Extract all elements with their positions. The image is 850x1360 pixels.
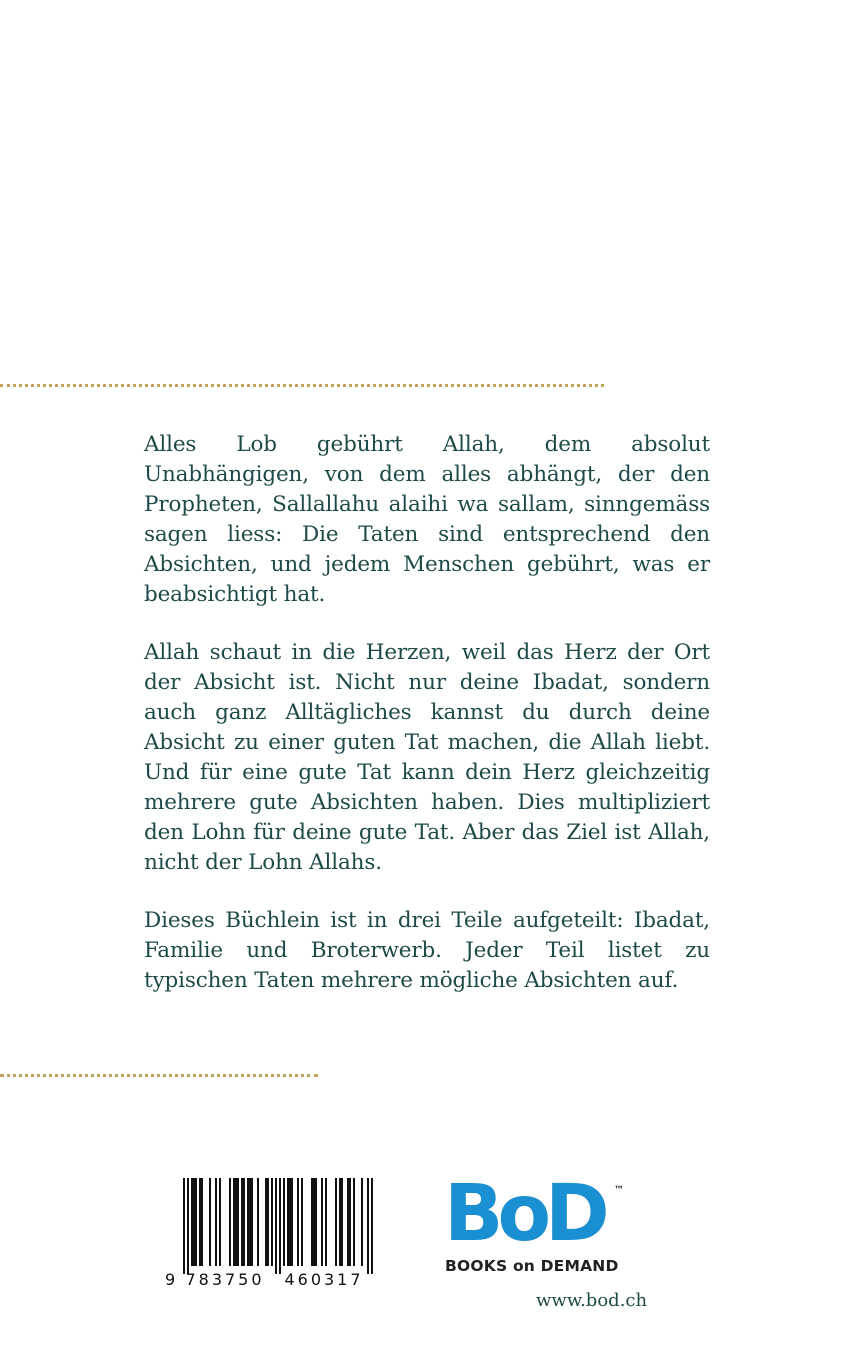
barcode-bar-6: [219, 1178, 221, 1266]
barcode-bar-21: [321, 1178, 323, 1266]
barcode-bar-14: [275, 1178, 277, 1274]
publisher-tagline: BOOKS on DEMAND: [445, 1257, 619, 1275]
barcode-left-digits: 783750: [185, 1270, 265, 1288]
barcode-bar-25: [347, 1178, 351, 1266]
isbn-barcode: [165, 1178, 387, 1288]
barcode-first-digit: 9: [165, 1270, 176, 1288]
barcode-bar-3: [199, 1178, 203, 1266]
barcode-bar-8: [233, 1178, 239, 1266]
barcode-bar-22: [325, 1178, 327, 1266]
trademark-symbol: ™: [614, 1185, 624, 1196]
bottom-dotted-divider: [0, 1074, 318, 1077]
barcode-bar-15: [279, 1178, 281, 1274]
blurb-paragraph-2: Allah schaut in die Herzen, weil das Herz der Ort der Absicht ist. Nicht nur deine Ibadat, sondern auch ganz Alltägliches kannst du durch deine Absicht zu einer guten Tat machen, die Allah liebt. Und für eine gute Tat kann dein Herz gleichzeitig mehrere gute Absichten haben. Dies multipliziert den Lohn für deine gute Tat. Aber das Ziel ist Allah, nicht der Lohn Allahs.: [144, 640, 710, 875]
barcode-bar-9: [241, 1178, 245, 1266]
blurb-paragraph-3: Dieses Büchlein ist in drei Teile aufgeteilt: Ibadat, Familie und Broterwerb. Jeder Teil listet zu typischen Taten mehrere mögliche Absichten auf.: [144, 908, 710, 993]
publisher-website: www.bod.ch: [536, 1290, 648, 1311]
barcode-bar-24: [339, 1178, 343, 1266]
barcode-bar-2: [191, 1178, 197, 1266]
back-cover-blurb: [144, 430, 710, 1024]
barcode-bar-18: [297, 1178, 299, 1266]
barcode-graphic: [165, 1178, 387, 1288]
barcode-bar-11: [257, 1178, 259, 1266]
barcode-bar-16: [283, 1178, 285, 1266]
barcode-bar-27: [361, 1178, 363, 1266]
barcode-bar-1: [187, 1178, 189, 1274]
barcode-bar-20: [311, 1178, 317, 1266]
barcode-bar-17: [287, 1178, 293, 1266]
barcode-bar-7: [229, 1178, 231, 1266]
barcode-bar-5: [215, 1178, 217, 1266]
barcode-bar-4: [209, 1178, 211, 1266]
barcode-right-digits: 460317: [284, 1270, 364, 1288]
barcode-bar-19: [301, 1178, 303, 1266]
barcode-bar-29: [371, 1178, 373, 1274]
bod-logo-mark: BoD: [444, 1169, 604, 1259]
top-dotted-divider: [0, 384, 604, 387]
barcode-bar-13: [271, 1178, 273, 1266]
barcode-bar-12: [265, 1178, 269, 1266]
barcode-bar-28: [367, 1178, 369, 1274]
barcode-bar-26: [353, 1178, 355, 1266]
barcode-bar-23: [335, 1178, 337, 1266]
publisher-logo: [444, 1169, 634, 1282]
barcode-bar-0: [183, 1178, 185, 1274]
blurb-paragraph-1: Alles Lob gebührt Allah, dem absolut Unabhängigen, von dem alles abhängt, der den Propheten, Sallallahu alaihi wa sallam, sinngemäss sagen liess: Die Taten sind entsprechend den Absichten, und jedem Menschen gebührt, was er beabsichtigt hat.: [144, 432, 710, 607]
barcode-bar-10: [247, 1178, 253, 1266]
